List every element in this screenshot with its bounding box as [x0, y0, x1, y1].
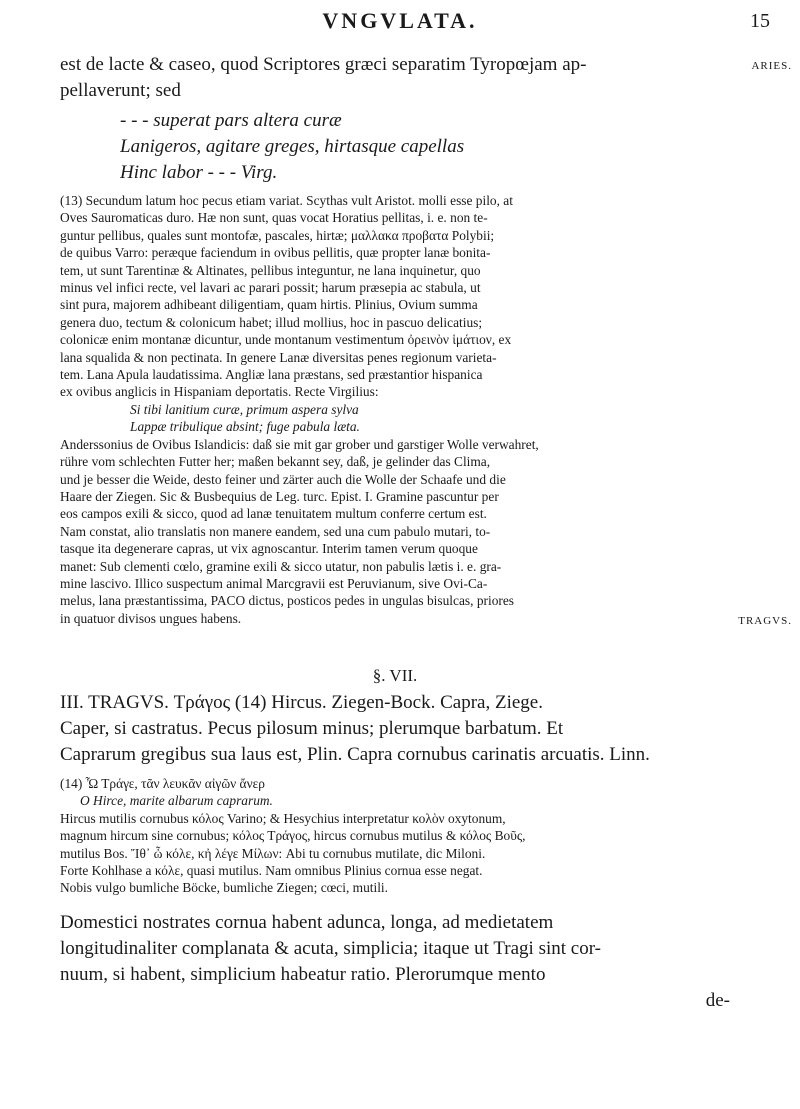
text-line: melus, lana præstantissima, PACO dictus, posticos pedes in ungulas bisulcas, priores [60, 593, 515, 609]
text-line: Haare der Ziegen. Sic & Busbequius de Leg. turc. Epist. I. Gramine pascuntur per [60, 488, 499, 504]
running-title: VNGVLATA. [322, 8, 478, 33]
verse-quote-virgil [120, 108, 720, 186]
text-line: in quatuor divisos ungues habens. [60, 610, 242, 626]
text-line: genera duo, tectum & colonicum habet; illud mollius, hoc in pascuo delicatius; [60, 314, 483, 330]
text-line: pellaverunt; sed [60, 80, 181, 101]
text-line: Caprarum gregibus sua laus est, Plin. Capra cornubus carinatis arcuatis. Linn. [60, 744, 650, 765]
text-line: ex ovibus anglicis in Hispaniam deportatis. Recte Virgilius: [60, 384, 379, 400]
text-line: manet: Sub clementi cœlo, gramine exili & sicco utatur, non pabulis lætis i. e. gra- [60, 558, 502, 574]
catchword: de- [705, 990, 730, 1011]
text-line: colonicæ enim montanæ dicuntur, unde montanum vestimentum ὀρεινὸν ἱμάτιον, ex [60, 332, 512, 348]
text-line: tem. Lana Apula laudatissima. Angliæ lana præstans, sed præstantior hispanica [60, 367, 483, 383]
text-line: Nobis vulgo bumliche Böcke, bumliche Ziegen; cœci, mutili. [60, 880, 389, 896]
verse-line: Lappæ tribulique absint; fuge pabula læta. [130, 419, 360, 435]
text-line: est de lacte & caseo, quod Scriptores græci separatim Tyropœjam ap- [60, 54, 587, 75]
text-line: Domestici nostrates cornua habent adunca, longa, ad medietatem [60, 912, 554, 933]
text-line: Nam constat, alio translatis non manere eandem, sed una cum pabulo mutari, to- [60, 523, 491, 539]
text-line: tasque ita degenerare capras, ut vix agnoscantur. Interim tamen verum quoque [60, 541, 478, 557]
final-paragraph [60, 910, 730, 1014]
text-line: O Hirce, marite albarum caprarum. [80, 793, 273, 809]
text-line: mutilus Bos. Ἴθ᾽ ὦ κόλε, κἠ λέγε Μίλων: Abi tu cornubus mutilate, dic Miloni. [60, 845, 486, 861]
text-line: tem, ut sunt Tarentinæ & Altinates, pellibus integuntur, ne lana inquinetur, quo [60, 262, 481, 278]
section-heading: §. VII. [372, 666, 418, 685]
text-line: Caper, si castratus. Pecus pilosum minus; plerumque barbatum. Et [60, 718, 564, 739]
text-line: longitudinaliter complanata & acuta, simplicia; itaque ut Tragi sint cor- [60, 938, 601, 959]
intro-paragraph [60, 52, 730, 104]
text-line: minus vel infici recte, vel lavari ac parari possit; harum præsepia ac stabula, ut [60, 280, 481, 296]
text-line: de quibus Varro: peræque faciendum in ovibus pellitis, quæ propter lanæ bonita- [60, 245, 491, 261]
note-14 [60, 775, 730, 897]
verse-quote-2 [60, 401, 730, 436]
text-line: guntur pellibus, quales sunt montofæ, pascales, hirtæ; μαλλακα προβατα Polybii; [60, 227, 495, 243]
tragus-paragraph [60, 690, 730, 768]
text-line: (14) Ὦ Τράγε, τᾶν λευκᾶν αἰγῶν ἄνερ [60, 776, 265, 791]
text-line: Hircus mutilis cornubus κόλος Varino; & Hesychius interpretatur κολὸν oxytonum, [60, 810, 506, 826]
verse-line: - - - superat pars altera curæ [120, 110, 342, 131]
text-line: eos campos exili & sicco, quod ad lanæ tenuitatem multum conferre certum est. [60, 506, 487, 522]
verse-line: Lanigeros, agitare greges, hirtasque capellas [120, 136, 465, 157]
text-line: nuum, si habent, simplicium habeatur ratio. Plerorumque mento [60, 964, 546, 985]
text-line: Forte Kohlhase a κόλε, quasi mutilus. Nam omnibus Plinius cornua esse negat. [60, 863, 483, 879]
text-line: rühre vom schlechten Futter her; maßen bekannt sey, daß, je gelinder das Clima, [60, 454, 491, 470]
verse-line: Hinc labor - - - Virg. [120, 162, 278, 183]
text-line: lana squalida & non pectinata. In genere Lanæ diversitas penes regionum varieta- [60, 349, 497, 365]
text-line: (13) Secundum latum hoc pecus etiam variat. Scythas vult Aristot. molli esse pilo, at [60, 193, 513, 208]
text-line: Oves Sauromaticas duro. Hæ non sunt, quas vocat Horatius pellitas, i. e. non te- [60, 210, 488, 226]
text-line: und je besser die Weide, desto feiner und zärter auch die Wolle der Schaafe und die [60, 471, 506, 487]
margin-note-tragus: TRAGVS. [738, 615, 792, 627]
verse-line: Si tibi lanitium curæ, primum aspera sylva [130, 401, 359, 417]
text-line: III. TRAGVS. Τράγος (14) Hircus. Ziegen-Bock. Capra, Ziege. [60, 692, 543, 713]
margin-note-aries: ARIES. [751, 60, 792, 72]
note-13 [60, 192, 730, 627]
text-line: Anderssonius de Ovibus Islandicis: daß sie mit gar grober und garstiger Wolle verwahret, [60, 436, 539, 452]
page-number: 15 [750, 10, 770, 32]
text-line: mine lascivo. Illico suspectum animal Marcgravii est Peruvianum, sive Ovi-Ca- [60, 575, 488, 591]
text-line: magnum hircum sine cornubus; κόλος Τράγος, hircus cornubus mutilus & κόλος Βοῦς, [60, 828, 526, 844]
text-line: sint pura, majorem adhibeant diligentiam, quam hirtis. Plinius, Ovium summa [60, 297, 478, 313]
